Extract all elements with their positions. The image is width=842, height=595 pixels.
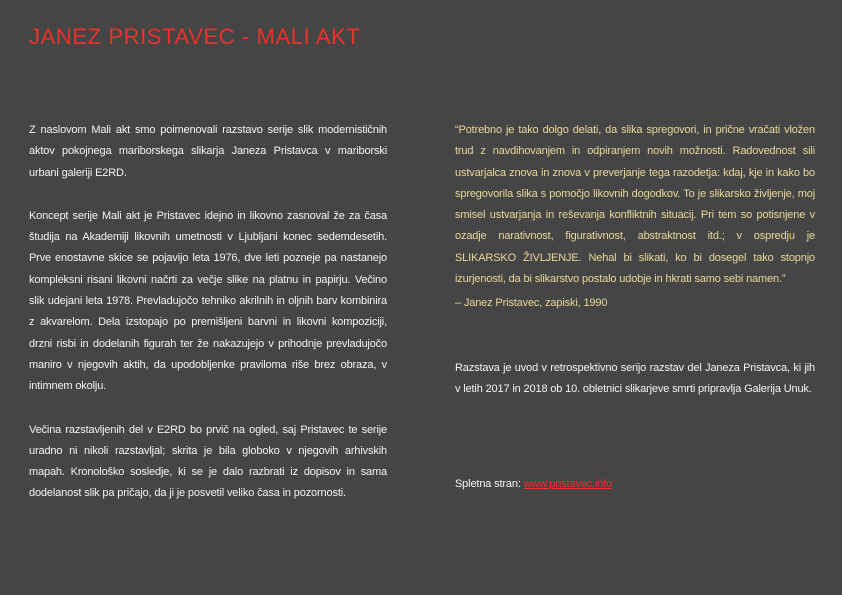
website-line — [455, 474, 815, 495]
right-column — [455, 120, 815, 496]
artist-quote: “Potrebno je tako dolgo delati, da slika spregovori, in prične vračati vložen trud z navdihovanjem in odpiranjem novih možnosti. Radovednost sili ustvarjalca znova in znova v preverjanje tega razodetja: kdaj, kje in kako bo spregovorila slika s pomočjo likovnih dogodkov. To je slikarsko življenje, moj smisel ustvarjanja in reševanja konfliktnih situacij. Pri tem so potisnjene v ozadje narativnost, figurativnost, abstraktnost itd.; v ospredju je SLIKARSKO ŽIVLJENJE. Nehal bi slikati, ko bi dosegel tako stopnjo izurjenosti, da bi slikarstvo postalo udobje in hkrati samo sebi namen.” — [455, 124, 815, 286]
left-column — [29, 120, 387, 505]
quote-author: – Janez Pristavec, zapiski, 1990 — [455, 297, 608, 310]
exhibition-paragraph: Večina razstavljenih del v E2RD bo prvič na ogled, saj Pristavec te serije uradno ni nikoli razstavljal; skrita je bila globoko v njegovih arhivskih mapah. Kronološko sosledje, ki se je dalo razbrati iz dopisov in sama dodelanost slik pa pričajo, da ji je posvetil veliko časa in pozornosti. — [29, 423, 387, 500]
website-label: Spletna stran: — [455, 478, 524, 491]
website-link[interactable]: www.pristavec.info — [523, 478, 613, 491]
intro-paragraph: Z naslovom Mali akt smo poimenovali razstavo serije slik modernističnih aktov pokojnega mariborskega slikarja Janeza Pristavca v mariborski urbani galeriji E2RD. — [29, 124, 387, 179]
page-title: JANEZ PRISTAVEC - MALI AKT — [29, 24, 361, 49]
concept-paragraph: Koncept serije Mali akt je Pristavec idejno in likovno zasnoval že za časa študija na Akademiji likovnih umetnosti v Ljubljani konec sedemdesetih. Prve enostavne skice se pojavijo leta 1976, dve leti pozneje pa nastanejo kompleksni risani likovni načrti za večje slike na platnu in papirju. Večino slik udejani leta 1978. Prevladujočo tehniko akrilnih in oljnih barv kombinira z akvarelom. Dela izstopajo po premišljeni barvni in likovni kompoziciji, drzni risbi in dodelanih figurah ter že nakazujejo v prihodnje prevladujočo maniro v njegovih aktih, da upodobljenke praviloma riše brez obraza, v intimnem okolju. — [29, 209, 387, 393]
retrospective-paragraph: Razstava je uvod v retrospektivno serijo razstav del Janeza Pristavca, ki jih v letih 2017 in 2018 ob 10. obletnici slikarjeve smrti pripravlja Galerija Unuk. — [455, 361, 815, 395]
